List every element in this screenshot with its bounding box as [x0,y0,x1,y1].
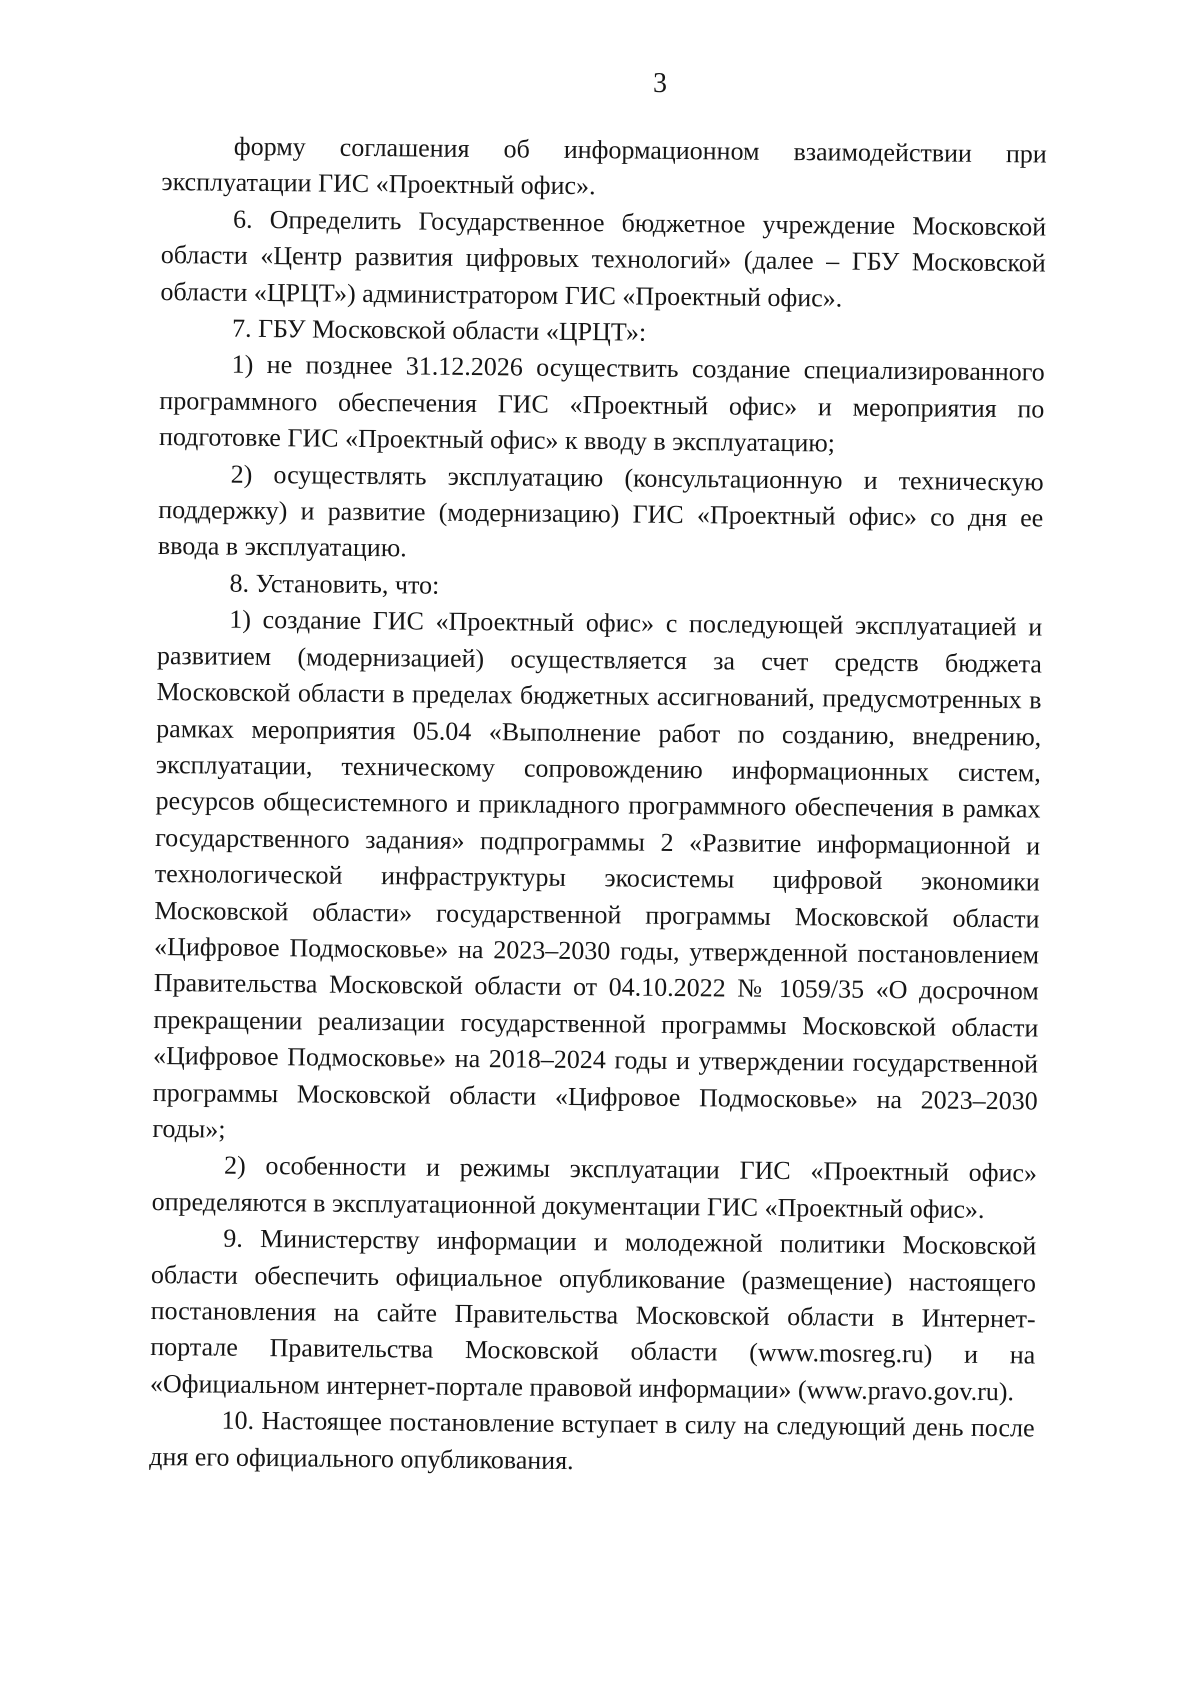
paragraph-item-9: 9. Министерству информации и молодежной политики Московской области обеспечить официальное опубликование (размещение) настоящего постановления на сайте Правительства Московской области в Интернет-портале Правительства Московской области (www.mosreg.ru) и на «Официальном интернет-портале правовой информации» (www.pravo.gov.ru). [149,1223,1037,1407]
document-body [149,128,1047,1483]
paragraph-item-7-1: 1) не позднее 31.12.2026 осуществить создание специализированного программного обеспечения ГИС «Проектный офис» и мероприятия по подготовке ГИС «Проектный офис» к вводу в эксплуатацию; [158,350,1045,458]
paragraph-item-6: 6. Определить Государственное бюджетное учреждение Московской области «Центр развития цифровых технологий» (далее – ГБУ Московской области «ЦРЦТ») администратором ГИС «Проектный офис». [160,204,1047,313]
paragraph-item-10: 10. Настоящее постановление вступает в силу на следующий день после дня его официального опубликования. [149,1405,1035,1475]
paragraph-item-8-2: 2) особенности и режимы эксплуатации ГИС «Проектный офис» определяются в эксплуатационной документации ГИС «Проектный офис». [151,1151,1038,1224]
paragraph-item-8: 8. Установить, что: [229,568,440,600]
page-number: 3 [653,68,667,99]
paragraph-item-7-2: 2) осуществлять эксплуатацию (консультационную и техническую поддержку) и развитие (модернизацию) ГИС «Проектный офис» со дня ее ввода в эксплуатацию. [157,459,1044,563]
paragraph-item-8-1: 1) создание ГИС «Проектный офис» с последующей эксплуатацией и развитием (модернизацией) осуществляется за счет средств бюджета Московской области в пределах бюджетных ассигнований, предусмотренных в рамках мероприятия 05.04 «Выполнение работ по созданию, внедрению, эксплуатации, техническому сопровождению информационных систем, ресурсов общесистемного и прикладного программного обеспечения в рамках государственного задания» подпрограммы 2 «Развитие информационной и технологической инфраструктуры экосистемы цифровой экономики Московской области» государственной программы Московской области «Цифровое Подмосковье» на 2023–2030 годы, утвержденной постановлением Правительства Московской области от 04.10.2022 № 1059/35 «О досрочном прекращении реализации государственной программы Московской области «Цифровое Подмосковье» на 2018–2024 годы и утверждении государственной программы Московской области «Цифровое Подмосковье» на 2023–2030 годы»; [152,604,1043,1144]
paragraph-item-7: 7. ГБУ Московской области «ЦРЦТ»: [231,313,647,347]
paragraph-agreement-form: форму соглашения об информационном взаимодействии при эксплуатации ГИС «Проектный офис». [161,131,1047,201]
